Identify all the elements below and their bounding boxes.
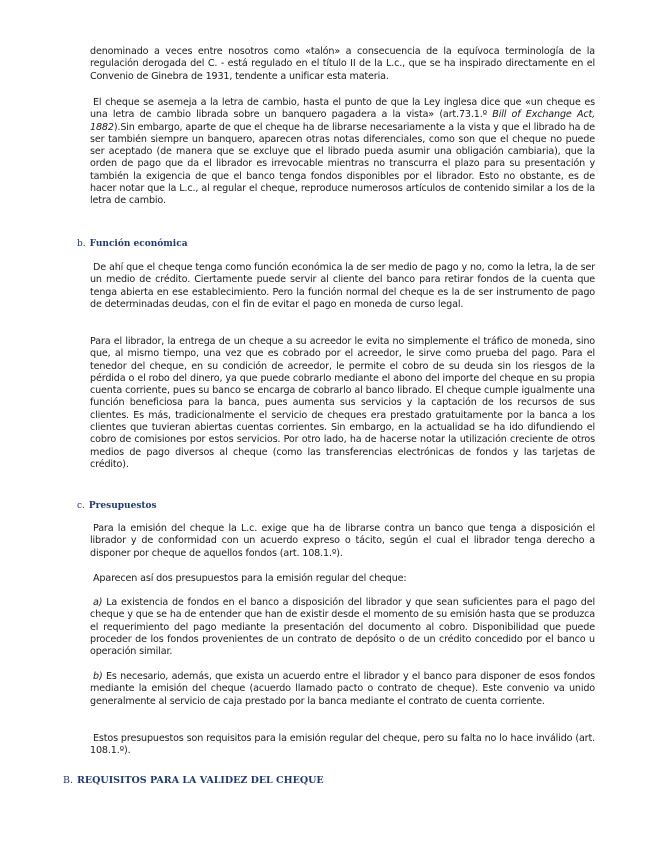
heading-requisitos-validez [63,775,324,786]
paragraph-economic-function: De ahí que el cheque tenga como función económica la de ser medio de pago y no, como la letra, la de ser un medio de crédito. Ciertamente puede servir al cliente del banco para retirar fondos de la cuenta que tenga abierta en ese establecimiento. Pero la función normal del cheque es la de ser instrumento de pago de determinadas deudas, con el fin de evitar el pago en moneda de curso legal. [90,262,595,310]
paragraph-comparison-part-1: El cheque se asemeja a la letra de cambio, hasta el punto de que la Ley inglesa dice que «un cheque es una letra de cambio librada sobre un banquero pagadera a la vista» (art.73.1.º [90,97,595,121]
paragraph-comparison [90,97,595,208]
paragraph-benefits: Para el librador, la entrega de un cheque a su acreedor le evita no simplemente el tráfico de moneda, sino que, al mismo tiempo, una vez que es cobrado por el acreedor, le sirve como prueba del pago. Para el tenedor del cheque, en su condición de acreedor, le permite el cobro de su deuda sin los riesgos de la pérdida o el robo del dinero, ya que puede cobrarlo mediante el abono del importe del cheque en su propia cuenta corriente, pues su banco se encarga de cobrarlo al banco librado. El cheque cumple igualmente una función beneficiosa para la banca, pues aumenta sus servicios y la captación de los recursos de sus clientes. Es más, tradicionalmente el servicio de cheques era prestado gratuitamente por la banca a los clientes que tuvieran abiertas cuentas corrientes. Sin embargo, en la actualidad se ha ido difundiendo el cobro de comisiones por estos servicios. Por otro lado, ha de hacerse notar la utilización creciente de otros medios de pago diversos al cheque (como las transferencias electrónicas de fondos y las tarjetas de crédito). [90,336,595,470]
heading-b-label: b. [77,239,86,249]
paragraph-two-requirements: Aparecen así dos presupuestos para la emisión regular del cheque: [93,573,407,584]
requirement-b-text: Es necesario, además, que exista un acuerdo entre el librador y el banco para disponer de esos fondos mediante la emisión del cheque (acuerdo llamado pacto o contrato de cheque). Este convenio va unido generalmente al servicio de caja prestado por la banca mediante el contrato de cuenta corriente. [90,671,596,707]
requirement-a-text: La existencia de fondos en el banco a disposición del librador y que sean suficientes para el pago del cheque y que se ha de entender que han de existir desde el momento de su emisión hasta que se produzca el requerimiento del pago mediante la presentación del documento al cobro. Disponibilidad que puede proceder de los fondos provenientes de un contrato de depósito o de un crédito concedido por el banco u operación similar. [90,597,595,658]
requirement-b-label: b) [93,671,103,682]
requirement-a-label: a) [93,597,103,608]
paragraph-emission: Para la emisión del cheque la L.c. exige que ha de librarse contra un banco que tenga a disposición el librador y de conformidad con un acuerdo expreso o tácito, según el cual el librador tenga derecho a disponer por cheque de aquellos fondos (art. 108.1.º). [90,523,595,559]
bill-of-exchange-act-citation: Bill of Exchange Act, 1882 [90,109,595,133]
paragraph-requirement-a [90,597,595,658]
paragraph-intro: denominado a veces entre nosotros como «talón» a consecuencia de la equívoca terminología de la regulación derogada del C. - está regulado en el título II de la L.c., que se ha inspirado directamente en el Convenio de Ginebra de 1931, tendente a unificar esta materia. [90,46,595,82]
paragraph-comparison-part-2: ).Sin embargo, aparte de que el cheque ha de librarse necesariamente a la vista y que el librado ha de ser también siempre un banquero, aparecen otras notas diferenciales, como son que el cheque no puede ser aceptado (de manera que se excluye que el librado pueda asumir una obligación cambiaria), que la orden de pago que da el librador es irrevocable mientras no transcurra el plazo para su presentación y también la exigencia de que el banco tenga fondos disponibles por el librador. Esto no obstante, es de hacer notar que la L.c., al regular el cheque, reproduce numerosos artículos de contenido similar a los de la letra de cambio. [90,121,595,207]
heading-B-label: B. [63,775,74,786]
paragraph-validity: Estos presupuestos son requisitos para la emisión regular del cheque, pero su falta no lo hace inválido (art. 108.1.º). [90,733,595,757]
heading-c-label: c. [77,501,85,511]
heading-presupuestos [77,501,157,511]
paragraph-requirement-b [90,671,595,708]
heading-B-title: REQUISITOS PARA LA VALIDEZ DEL CHEQUE [77,775,324,786]
heading-c-title: Presupuestos [88,501,157,511]
heading-b-title: Función económica [89,239,188,249]
heading-funcion-economica [77,239,188,249]
